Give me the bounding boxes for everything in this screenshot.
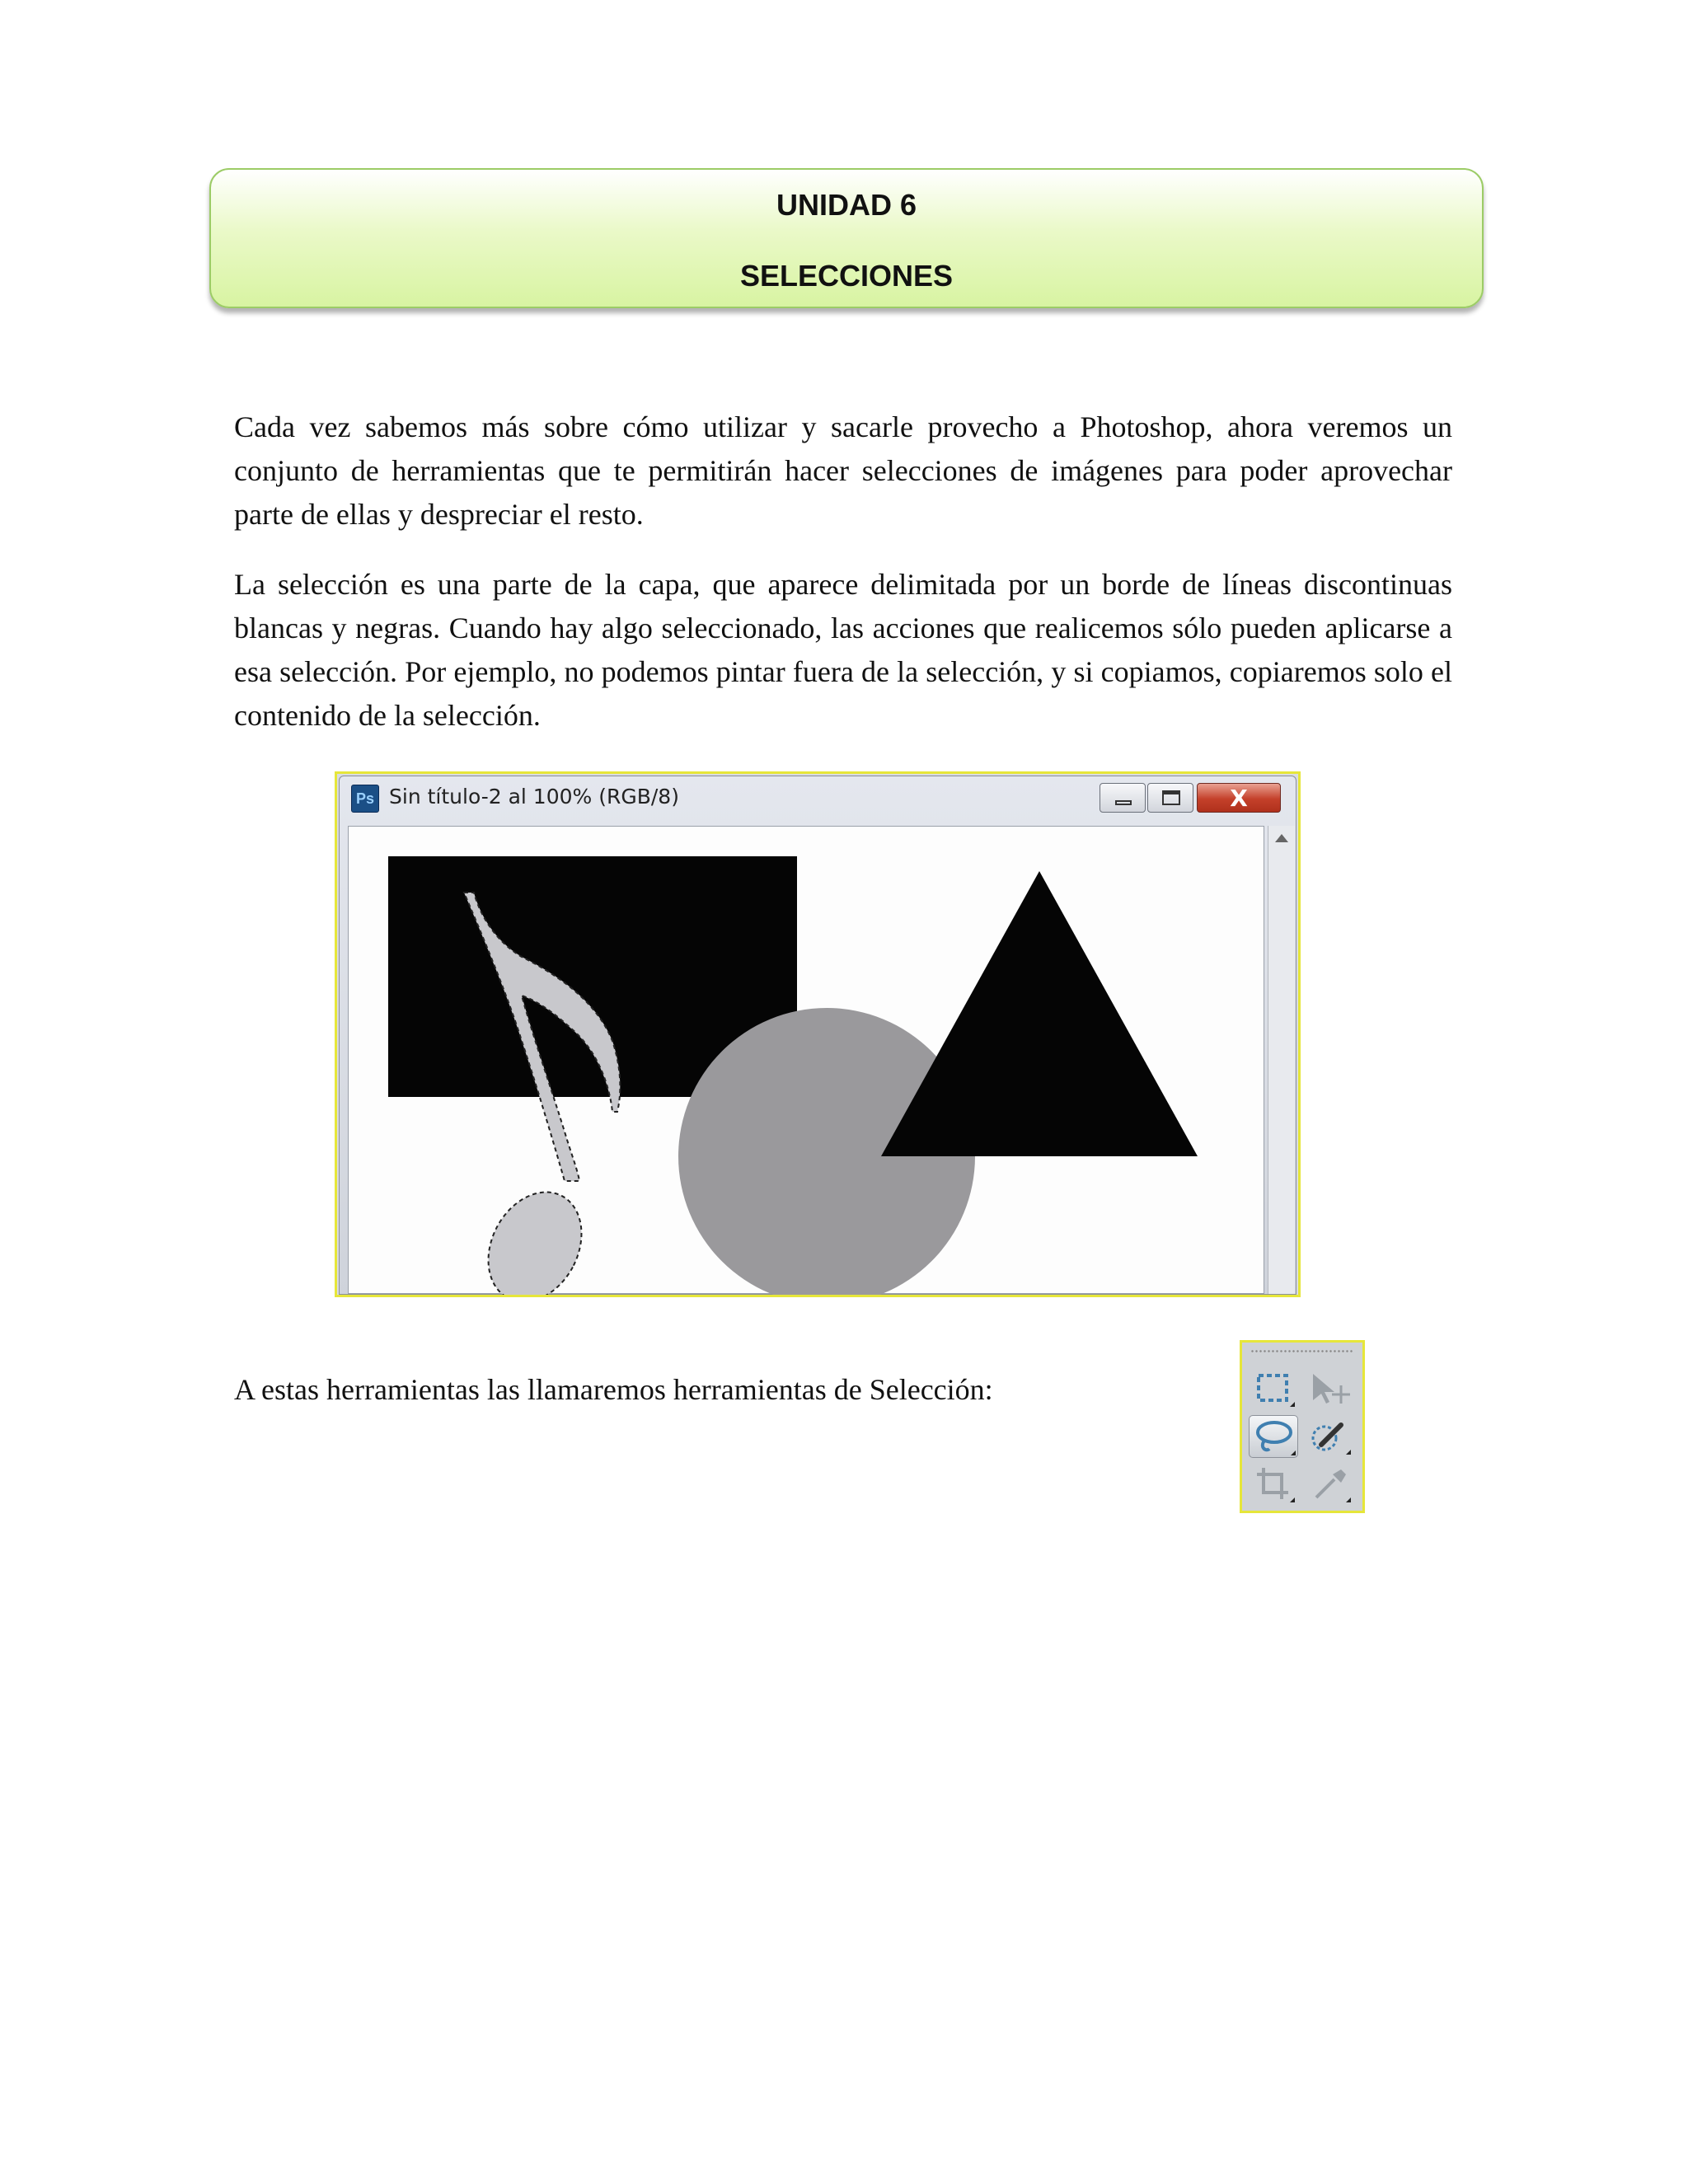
lasso-tool[interactable] <box>1249 1415 1298 1458</box>
rectangular-marquee-tool[interactable] <box>1249 1367 1298 1410</box>
panel-grip[interactable] <box>1250 1349 1354 1354</box>
eyedropper-tool[interactable] <box>1305 1463 1354 1506</box>
photoshop-app-icon: Ps <box>351 785 379 813</box>
close-icon: X <box>1230 785 1248 812</box>
close-button[interactable] <box>1197 783 1281 813</box>
black-triangle <box>881 871 1198 1156</box>
minimize-button[interactable] <box>1100 783 1146 813</box>
vertical-scrollbar[interactable] <box>1268 826 1295 1294</box>
intro-paragraph: Cada vez sabemos más sobre cómo utilizar y sacarle provecho a Photoshop, ahora veremos un conjunto de herramientas que te permitirán hacer selecciones de imágenes para poder aprovechar parte de ellas y despreciar el resto. <box>234 410 1452 531</box>
quick-selection-icon <box>1305 1415 1354 1458</box>
scroll-up-arrow-icon[interactable] <box>1275 834 1288 842</box>
window-titlebar <box>340 776 1296 819</box>
unit-title-banner <box>209 168 1484 308</box>
move-icon <box>1305 1367 1354 1410</box>
eyedropper-icon <box>1305 1463 1354 1506</box>
crop-icon <box>1249 1463 1298 1506</box>
move-tool[interactable] <box>1305 1367 1354 1410</box>
quick-selection-tool[interactable] <box>1305 1415 1354 1458</box>
selection-tools-paragraph: A estas herramientas las llamaremos herramientas de Selección: <box>234 1373 993 1406</box>
selection-tools-panel <box>1240 1340 1365 1513</box>
photoshop-window-screenshot <box>335 771 1301 1297</box>
rectangular-marquee-icon <box>1249 1367 1298 1410</box>
selection-paragraph: La selección es una parte de la capa, que aparece delimitada por un borde de líneas discontinuas blancas y negras. Cuando hay algo seleccionado, las acciones que realicemos sólo pueden aplicarse a esa selección. Por ejemplo, no podemos pintar fuera de la selección, y si copiamos, copiaremos solo el contenido de la selección. <box>234 568 1452 732</box>
document-window <box>339 776 1296 1295</box>
unit-title: SELECCIONES <box>739 259 954 293</box>
document-canvas[interactable] <box>348 826 1264 1294</box>
crop-tool[interactable] <box>1249 1463 1298 1506</box>
maximize-button[interactable] <box>1147 783 1193 813</box>
window-title: Sin título-2 al 100% (RGB/8) <box>389 785 679 808</box>
lasso-icon <box>1250 1416 1299 1459</box>
canvas-shapes <box>349 827 1264 1297</box>
unit-number: UNIDAD 6 <box>776 188 917 222</box>
